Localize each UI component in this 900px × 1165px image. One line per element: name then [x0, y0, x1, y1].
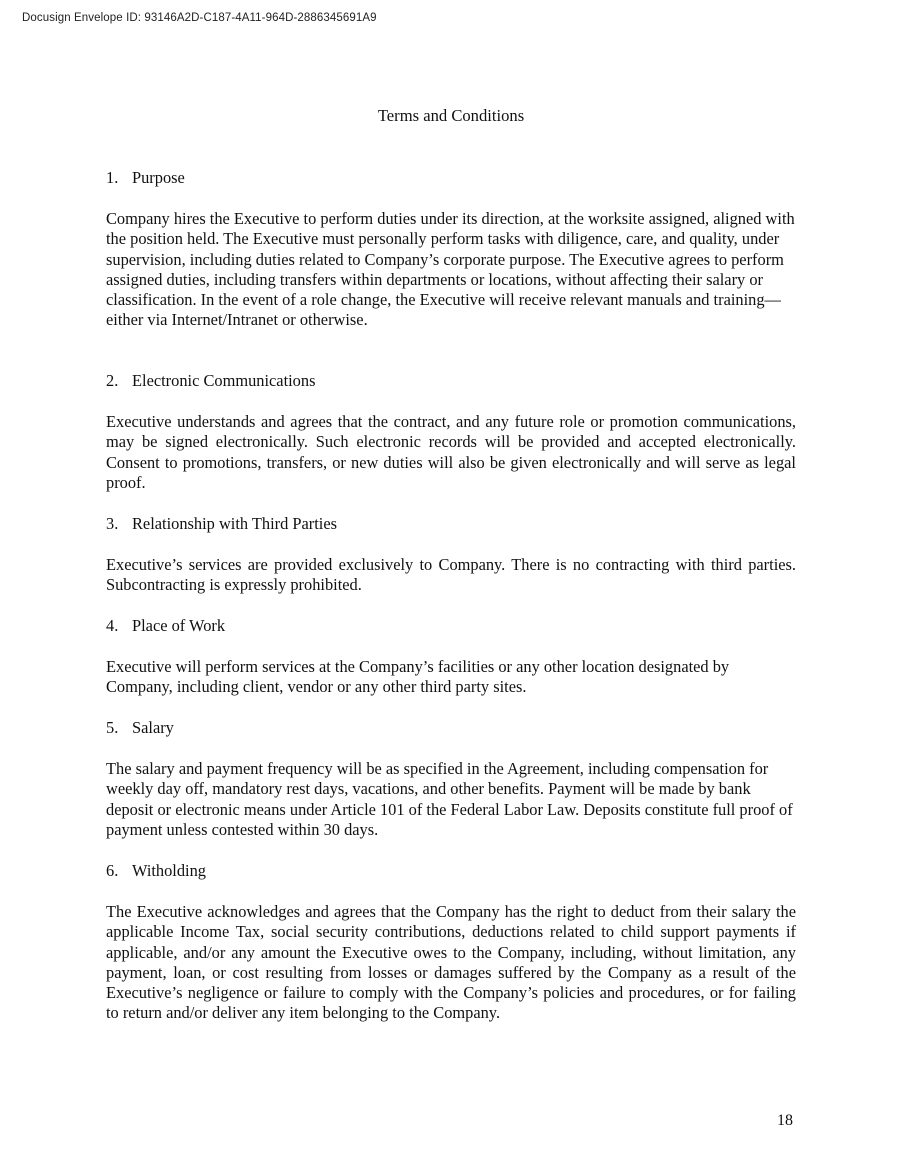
- section-body-salary: The salary and payment frequency will be as specified in the Agreement, including compensation for weekly day off, mandatory rest days, vacations, and other benefits. Payment will be made by bank deposit or electronic means under Article 101 of the Federal Labor Law. Deposits constitute full proof of payment unless contested within 30 days.: [106, 759, 793, 839]
- section-title: Relationship with Third Parties: [132, 514, 338, 533]
- section-body-purpose: Company hires the Executive to perform duties under its direction, at the worksite assigned, aligned with the position held. The Executive must personally perform tasks with diligence, care, and quality, under supervision, including duties related to Company’s corporate purpose. The Executive agrees to perform assigned duties, including transfers within departments or locations, without affecting their salary or classification. In the event of a role change, the Executive will receive relevant manuals and training—either via Internet/Intranet or otherwise.: [106, 209, 795, 330]
- section-body-place-of-work: Executive will perform services at the Company’s facilities or any other location designated by Company, including client, vendor or any other third party sites.: [106, 657, 730, 697]
- page-title: Terms and Conditions: [377, 106, 525, 125]
- section-number: 1.: [106, 168, 119, 187]
- envelope-id: Docusign Envelope ID: 93146A2D-C187-4A11-964D-2886345691A9: [22, 12, 377, 24]
- section-number: 5.: [106, 718, 119, 737]
- section-heading-purpose: [106, 168, 185, 188]
- section-title: Salary: [132, 718, 174, 737]
- section-title: Electronic Communications: [132, 371, 316, 390]
- section-body-electronic-communications: Executive understands and agrees that the contract, and any future role or promotion communications, may be signed electronically. Such electronic records will be provided and accepted electronically. Consent to promotions, transfers, or new duties will also be given electronically and will serve as legal proof.: [106, 412, 796, 492]
- section-heading-electronic-communications: [106, 371, 315, 391]
- section-heading-witholding: [106, 861, 206, 881]
- section-number: 2.: [106, 371, 119, 390]
- section-heading-place-of-work: [106, 616, 225, 636]
- section-number: 6.: [106, 861, 119, 880]
- page-number: 18: [777, 1112, 793, 1129]
- section-body-third-parties: Executive’s services are provided exclusively to Company. There is no contracting with third parties. Subcontracting is expressly prohibited.: [106, 555, 796, 595]
- section-title: Purpose: [132, 168, 185, 187]
- section-title: Place of Work: [132, 616, 226, 635]
- section-number: 4.: [106, 616, 119, 635]
- section-body-witholding: The Executive acknowledges and agrees that the Company has the right to deduct from their salary the applicable Income Tax, social security contributions, deductions related to child support payments if applicable, and/or any amount the Executive owes to the Company, including, without limitation, any payment, loan, or cost resulting from losses or damages suffered by the Company as a result of the Executive’s negligence or failure to comply with the Company’s policies and procedures, or for failing to return and/or deliver any item belonging to the Company.: [106, 902, 796, 1023]
- section-number: 3.: [106, 514, 119, 533]
- section-title: Witholding: [132, 861, 207, 880]
- section-heading-salary: [106, 718, 174, 738]
- section-heading-third-parties: [106, 514, 337, 534]
